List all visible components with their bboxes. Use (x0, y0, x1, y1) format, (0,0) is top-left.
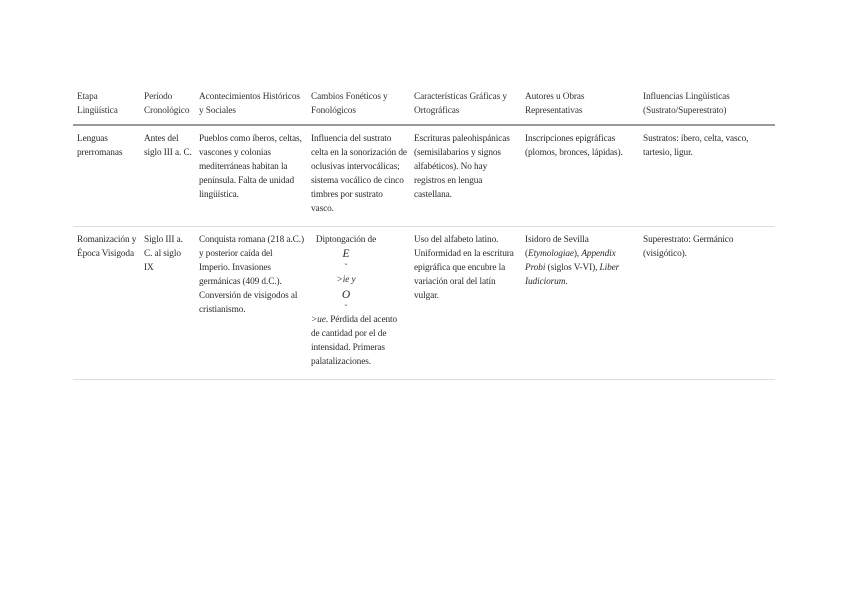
autores-text-2: ), (573, 249, 582, 259)
vowel-e-symbol: E (342, 248, 350, 260)
cell-influencias: Superestrato: Germánico (visigótico). (639, 227, 775, 380)
diphthong-formula (311, 233, 381, 313)
diphthong-intro: Diptongación de (315, 235, 377, 245)
cell-acontecimientos: Pueblos como íberos, celtas, vascones y colonias mediterráneas habitan la península. Falta de unidad lingüística. (195, 125, 307, 227)
cell-caracteristicas: Escrituras paleohispánicas (semisilabarios y signos alfabéticos). No hay registros en lengua castellana. (410, 125, 521, 227)
autores-text-4: . (565, 277, 568, 287)
autores-text-3: (siglos V-VI), (545, 263, 600, 273)
header-periodo: Período Cronológico (140, 90, 195, 125)
vowel-o-symbol: O (341, 289, 351, 301)
header-caracteristicas: Características Gráficas y Ortográficas (410, 90, 521, 125)
cell-cambios (307, 227, 410, 380)
cell-cambios: Influencia del sustrato celta en la sonorización de oclusivas intervocálicas; sistema vocálico de cinco timbres por sustrato vasco. (307, 125, 410, 227)
table-row (73, 125, 775, 227)
history-table (73, 90, 775, 380)
header-cambios: Cambios Fonéticos y Fonológicos (307, 90, 410, 125)
work-liber-iudiciorum: Liber Iudiciorum (525, 263, 620, 287)
header-autores: Autores u Obras Representativas (521, 90, 639, 125)
cell-periodo: Antes del siglo III a. C. (140, 125, 195, 227)
work-appendix-probi: Appendix Probi (525, 249, 616, 273)
cell-etapa: Romanización y Época Visigoda (73, 227, 140, 380)
cell-autores: Inscripciones epigráficas (plomos, bronces, lápidas). (521, 125, 639, 227)
header-influencias: Influencias Lingüísticas (Sustrato/Superestrato) (639, 90, 775, 125)
cell-autores (521, 227, 639, 380)
header-etapa: Etapa Lingüística (73, 90, 140, 125)
cell-acontecimientos: Conquista romana (218 a.C.) y posterior caída del Imperio. Invasiones germánicas (409 d.C.). Conversión de visigodos al cristianismo. (195, 227, 307, 380)
work-etymologiae: Etymologiae (528, 249, 574, 259)
header-acontecimientos: Acontecimientos Históricos y Sociales (195, 90, 307, 125)
cell-etapa: Lenguas prerromanas (73, 125, 140, 227)
cambios-tail-text: . Pérdida del acento de cantidad por el de intensidad. Primeras palatalizaciones. (311, 315, 398, 367)
table-row (73, 227, 775, 380)
table-header-row (73, 90, 775, 125)
diphthong-ie: >ie y (336, 275, 356, 285)
cell-periodo: Siglo III a. C. al siglo IX (140, 227, 195, 380)
cell-caracteristicas: Uso del alfabeto latino. Uniformidad en la escritura epigráfica que encubre la variación oral del latín vulgar. (410, 227, 521, 380)
breve-mark-o: ˘ (344, 303, 348, 313)
breve-mark-e: ˘ (344, 262, 348, 272)
cell-influencias: Sustratos: íbero, celta, vasco, tartesio, ligur. (639, 125, 775, 227)
diphthong-ue: >ue (311, 315, 326, 325)
autores-text-1: Isidoro de Sevilla ( (525, 235, 589, 259)
